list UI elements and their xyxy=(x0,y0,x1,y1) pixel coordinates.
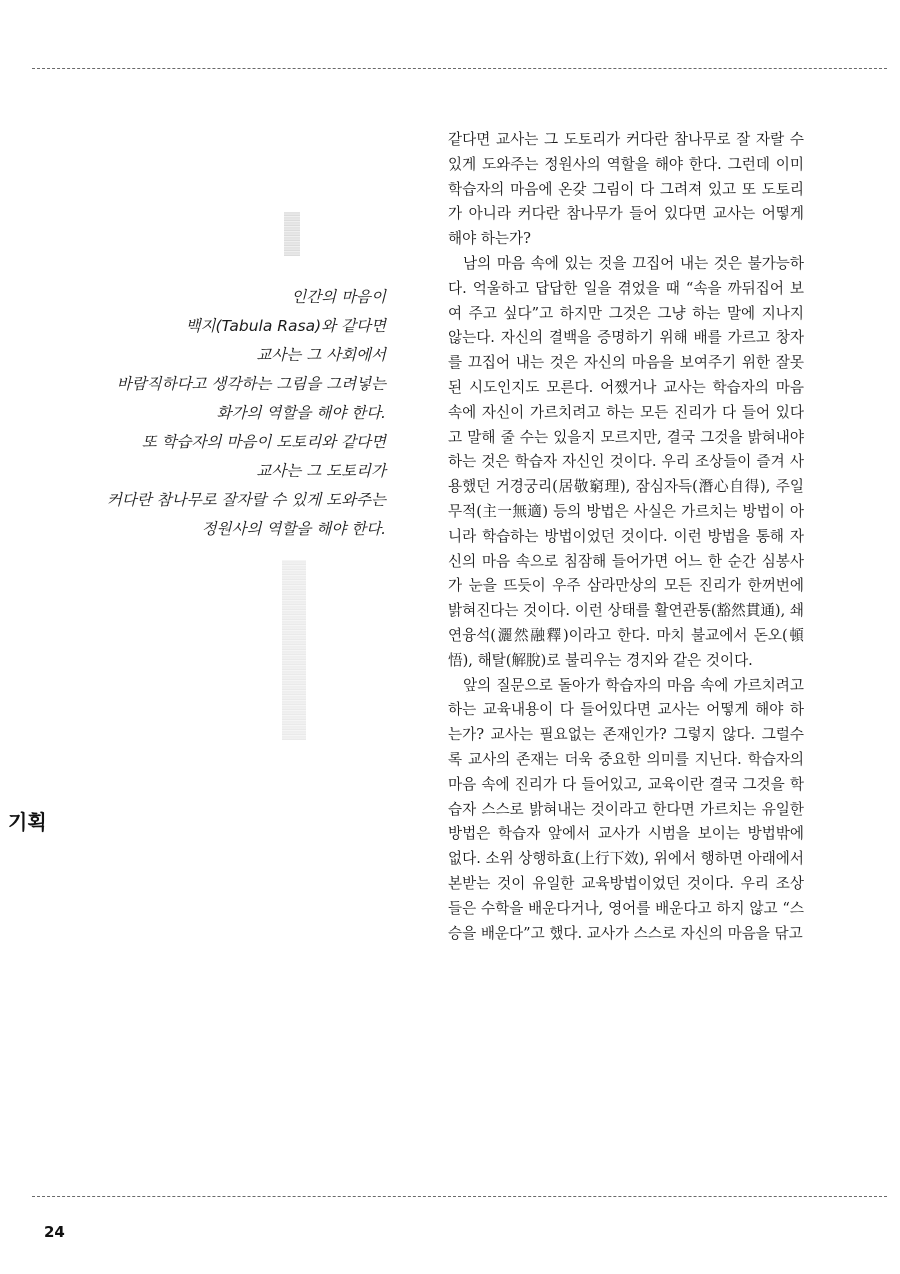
page-number: 24 xyxy=(44,1223,65,1241)
pull-quote-line: 바람직하다고 생각하는 그림을 그려넣는 xyxy=(116,375,386,393)
scan-smudge-upper xyxy=(284,212,300,256)
body-paragraph: 남의 마음 속에 있는 것을 끄집어 내는 것은 불가능하다. 억울하고 답답한 일을 겪었을 때 “속을 까뒤집어 보여 주고 싶다”고 하지만 그것은 그냥 하는 말에 지나지 않는다. 자신의 결백을 증명하기 위해 배를 가르고 창자를 끄집어 내는 것은 자신의 마음을 보여주기 위한 잘못된 시도인지도 모른다. 어쨌거나 교사는 학습자의 마음 속에 자신이 가르치려고 하는 모든 진리가 다 들어 있다고 말해 줄 수는 있을지 모르지만, 결국 그것을 밝혀내야 하는 것은 학습자 자신인 것이다. 우리 조상들이 즐겨 사용했던 거경궁리(居敬窮理), 잠심자득(潛心自得), 주일무적(主一無適) 등의 방법은 사실은 가르치는 방법이 아니라 학습하는 방법이었던 것이다. 이런 방법을 통해 자신의 마음 속으로 침잠해 들어가면 어느 한 순간 심봉사가 눈을 뜨듯이 우주 삼라만상의 모든 진리가 한꺼번에 밝혀진다는 것이다. 이런 상태를 활연관통(豁然貫通), 쇄연융석(灑然融釋)이라고 한다. 마치 불교에서 돈오(頓悟), 해탈(解脫)로 불리우는 경지와 같은 것이다. xyxy=(448,254,804,669)
pull-quote-line: 교사는 그 사회에서 xyxy=(256,346,386,364)
pull-quote-line: 인간의 마음이 xyxy=(291,288,386,306)
bottom-dashed-rule xyxy=(32,1196,887,1197)
pull-quote-line: 정원사의 역할을 해야 한다. xyxy=(201,520,386,538)
pull-quote-line: 커다란 참나무로 잘자랄 수 있게 도와주는 xyxy=(106,491,386,509)
pull-quote xyxy=(40,283,386,544)
scan-smudge-lower xyxy=(282,560,306,740)
pull-quote-line: 화가의 역할을 해야 한다. xyxy=(216,404,386,422)
pull-quote-line: 백지(Tabula Rasa)와 같다면 xyxy=(185,317,386,335)
section-label: 기획 xyxy=(8,810,47,834)
pull-quote-line: 교사는 그 도토리가 xyxy=(256,462,386,480)
article-body xyxy=(448,128,804,946)
body-paragraph: 같다면 교사는 그 도토리가 커다란 참나무로 잘 자랄 수 있게 도와주는 정원사의 역할을 해야 한다. 그런데 이미 학습자의 마음에 온갖 그림이 다 그려져 있고 또 도토리가 아니라 커다란 참나무가 들어 있다면 교사는 어떻게 해야 하는가? xyxy=(448,131,804,248)
body-paragraph: 앞의 질문으로 돌아가 학습자의 마음 속에 가르치려고 하는 교육내용이 다 들어있다면 교사는 어떻게 해야 하는가? 교사는 필요없는 존재인가? 그렇지 않다. 그럴수록 교사의 존재는 더욱 중요한 의미를 지닌다. 학습자의 마음 속에 진리가 다 들어있고, 교육이란 결국 그것을 학습자 스스로 밝혀내는 것이라고 한다면 가르치는 유일한 방법은 학습자 앞에서 교사가 시범을 보이는 방법밖에 없다. 소위 상행하효(上行下效), 위에서 행하면 아래에서 본받는 것이 유일한 교육방법이었던 것이다. 우리 조상들은 수학을 배운다거나, 영어를 배운다고 하지 않고 “스승을 배운다”고 했다. 교사가 스스로 자신의 마음을 닦고 xyxy=(448,676,804,942)
top-dashed-rule xyxy=(32,68,887,69)
pull-quote-line: 또 학습자의 마음이 도토리와 같다면 xyxy=(141,433,386,451)
